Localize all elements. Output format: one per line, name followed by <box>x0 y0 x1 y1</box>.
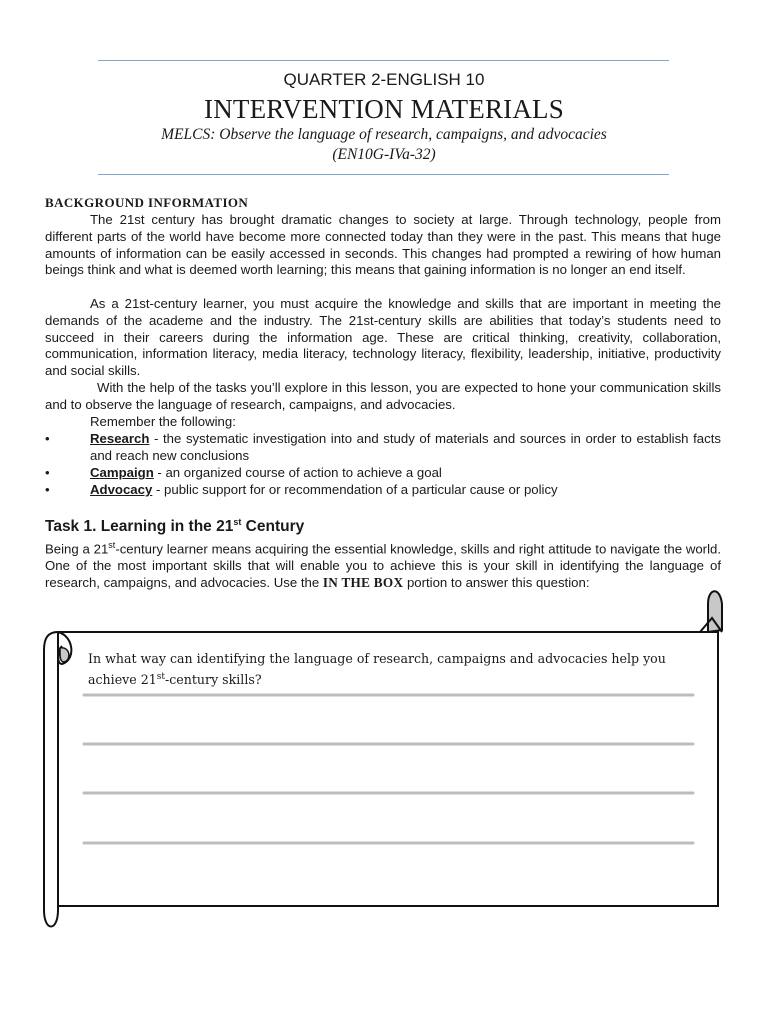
term-definition: - the systematic investigation into and study of materials and sources in order to establish facts and reach new conclusions <box>90 431 721 463</box>
bullet: • <box>45 465 50 480</box>
background-heading: BACKGROUND INFORMATION <box>45 195 249 210</box>
remember-label: Remember the following: <box>90 414 236 429</box>
scroll-left-roll <box>44 632 58 927</box>
scroll-left-curl <box>60 648 69 662</box>
background-paragraph-3: With the help of the tasks you’ll explore in this lesson, you are expected to hone your communication skills and to observe the language of research, campaigns, and advocacies. <box>45 380 721 412</box>
background-paragraph-2: As a 21st-century learner, you must acquire the knowledge and skills that are important in meeting the demands of the academe and the industry. The 21st-century skills are abilities that today’s students need to succeed in their careers during the information age. These are critical thinking, creativity, collaboration, communication, information literacy, media literacy, technology literacy, flexibility, leadership, initiative, productivity and social skills. <box>45 296 721 379</box>
background-paragraph-1: The 21st century has brought dramatic changes to society at large. Through technology, people from different parts of the world have become more connected today than they were in the past. This means that huge amounts of information can be easily accessed in seconds. This changes had prompted a rewiring of how human beings think and what is deemed worth learning; this means that gaining information is no longer an end itself. <box>45 212 721 278</box>
bullet: • <box>45 431 50 446</box>
term-campaign: Campaign <box>90 465 154 480</box>
scroll-question: In what way can identifying the language of research, campaigns and advocacies help you achieve 21st-century skills? <box>88 651 666 688</box>
term-definition: - public support for or recommendation of a particular cause or policy <box>152 482 558 497</box>
task-heading: Task 1. Learning in the 21st Century <box>45 517 305 536</box>
term-advocacy: Advocacy <box>90 482 153 497</box>
scroll-top-roll <box>708 591 722 632</box>
melcs-line: MELCS: Observe the language of research, campaigns, and advocacies <box>161 126 607 143</box>
bullet: • <box>45 482 50 497</box>
term-research: Research <box>90 431 150 446</box>
melcs-code: (EN10G-IVa-32) <box>332 146 436 163</box>
quarter-label: QUARTER 2-ENGLISH 10 <box>283 70 485 89</box>
task-body: Being a 21st-century learner means acquiring the essential knowledge, skills and right attitude to navigate the world. One of the most important skills that will enable you to achieve this is your skill in identifying the language of research, campaigns, and advocacies. Use the IN THE BOX portion to answer this question: <box>45 540 721 590</box>
term-definition: - an organized course of action to achieve a goal <box>153 465 442 480</box>
in-the-box-label: IN THE BOX <box>322 574 404 590</box>
page-title: INTERVENTION MATERIALS <box>204 94 564 124</box>
